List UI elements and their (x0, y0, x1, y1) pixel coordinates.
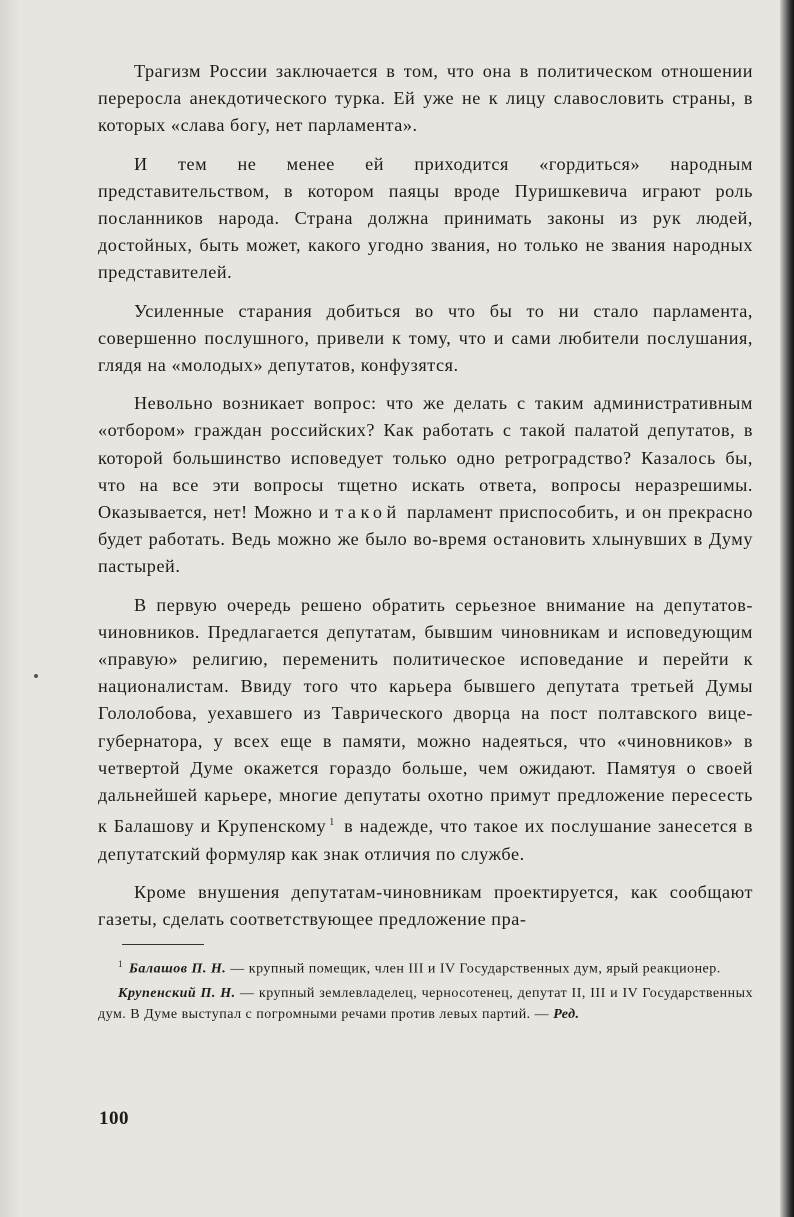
paragraph-2: И тем не менее ей приходится «гордиться» народным представительством, в котором паяцы вроде Пуришкевича играют роль посланников народа. Страна должна принимать законы из рук людей, достойных, быть может, какого угодно звания, но только не звания народных представителей. (98, 153, 753, 283)
footnote-2-name: Крупенский П. Н. (118, 985, 236, 1001)
paragraph-5 (98, 592, 753, 868)
paragraph-4-text-a: Невольно возникает вопрос: что же делать с таким административным «отбором» граждан российских? Как работать с такой палатой депутатов, в которой большинство исповедует только одно ретроградство? Казалось бы, что на все эти вопросы тщетно искать ответа, вопросы неразрешимы. Оказывается, нет! Можно и (98, 393, 753, 523)
page-edge-shadow (780, 0, 794, 1217)
paragraph-3: Усиленные старания добиться во что бы то ни стало парламента, совершенно послушного, привели к тому, что и сами любители послушания, глядя на «молодых» депутатов, конфузятся. (98, 300, 753, 376)
paragraph-5-text-b: в надежде, что такое их послушание занесется в депутатский формуляр как знак отличия по службе. (98, 816, 753, 864)
page-number: 100 (99, 1108, 129, 1129)
paragraph-4 (98, 390, 753, 580)
paragraph-6: Кроме внушения депутатам-чиновникам проектируется, как сообщают газеты, сделать соответствующее предложение пра- (98, 881, 753, 929)
page-body (98, 58, 753, 1028)
footnote-1-name: Балашов П. Н. (129, 961, 227, 977)
footnote-divider (122, 944, 204, 945)
paragraph-1: Трагизм России заключается в том, что она в политическом отношении переросла анекдотического турка. Ей уже не к лицу славословить страны, в которых «слава богу, нет парламента». (98, 61, 753, 136)
editor-note: Ред. (553, 1006, 580, 1022)
paragraph-5-text-a: В первую очередь решено обратить серьезное внимание на депутатов-чиновников. Предлагается депутатам, бывшим чиновникам и исповедующим «правую» религию, переменить политическое исповедание и перейти к националистам. Ввиду того что карьера бывшего депутата третьей Думы Гололобова, уехавшего из Таврического дворца на пост полтавского вице-губернатора, у всех еще в памяти, можно надеяться, что «чиновников» в четвертой Думе окажется гораздо больше, чем ожидают. Памятуя о своей дальнейшей карьере, многие депутаты охотно примут предложение пересесть к Балашову и Крупенскому (98, 594, 753, 837)
footnote-1 (98, 954, 753, 980)
footnote-1-text: — крупный помещик, член III и IV Государственных дум, ярый реакционер. (226, 961, 721, 977)
footnote-2-text: — крупный землевладелец, черносотенец, депутат II, III и IV Государственных дум. В Думе выступал с погромными речами против левых партий. — (98, 985, 753, 1022)
paragraph-4-spaced-word: такой (335, 502, 401, 523)
paragraph-4-text-b: парламент приспособить, и он прекрасно будет работать. Ведь можно же было во-время остановить хлынувших в Думу пастырей. (98, 502, 753, 577)
footnote-reference-1: 1 (329, 817, 335, 829)
footnote-1-mark: 1 (118, 959, 123, 970)
footnote-2 (98, 983, 753, 1025)
footnotes (98, 954, 753, 1025)
print-speck (34, 674, 38, 678)
page-gutter-shadow (0, 0, 20, 1217)
